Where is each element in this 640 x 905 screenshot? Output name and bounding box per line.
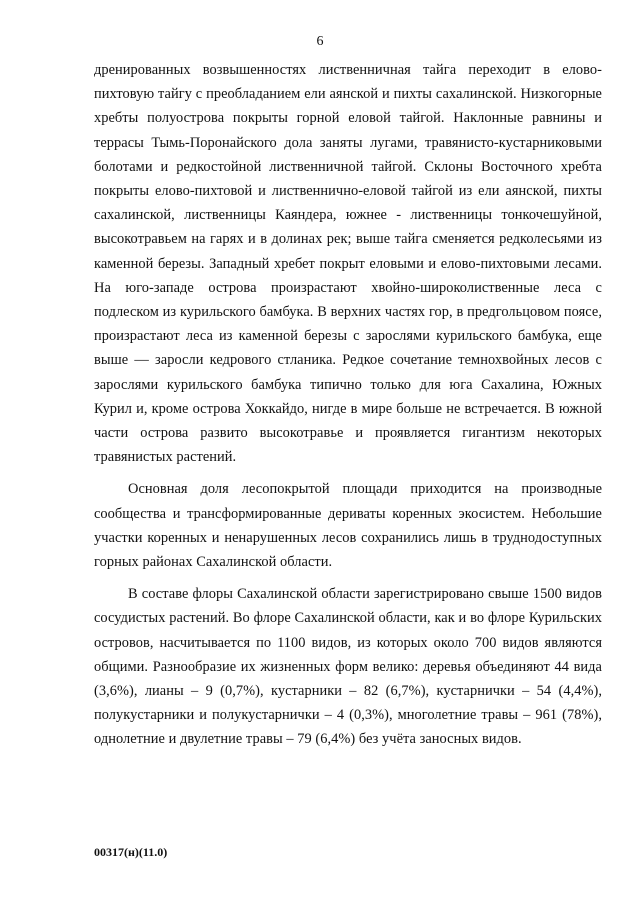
page-number: 6 [316,34,324,49]
paragraph-forest-area: Основная доля лесопокрытой площади приходится на производные сообщества и трансформированные дериваты коренных экосистем. Небольшие участки коренных и ненарушенных лесов сохранились лишь в труднодоступных горных районах Сахалинской области. [94,481,602,571]
paragraph-forest-description: дренированных возвышенностях лиственничная тайга переходит в елово-пихтовую тайгу с преобладанием ели аянской и пихты сахалинской. Низкогорные хребты полуострова покрыты горной еловой тайгой. Наклонные равнины и террасы Тымь-Поронайского дола заняты лугами, травянисто-кустарниковыми болотами и редкостойной лиственничной тайгой. Склоны Восточного хребта покрыты елово-пихтовой и лиственнично-еловой тайгой из ели аянской, пихты сахалинской, лиственницы Каяндера, южнее - лиственницы тонкочешуйной, высокотравьем на гарях и в долинах рек; выше тайга сменяется редколесьями из каменной березы. Западный хребет покрыт еловыми и елово-пихтовыми лесами. На юго-западе острова произрастают хвойно-широколиственные леса с подлеском из курильского бамбука. В верхних частях гор, в предгольцовом поясе, произрастают леса из каменной березы с зарослями курильского бамбука, еще выше — заросли кедрового стланика. Редкое сочетание темнохвойных лесов с зарослями курильского бамбука типично только для юга Сахалина, Южных Курил и, кроме острова Хоккайдо, нигде в мире больше не встречается. В южной части острова развито высокотравье и проявляется гигантизм некоторых травянистых растений. [94,62,602,466]
document-code: 00317(н)(11.0) [94,845,168,859]
body-text [94,58,602,752]
paragraph-flora-composition: В составе флоры Сахалинской области зарегистрировано свыше 1500 видов сосудистых растений. Во флоре Сахалинской области, как и во флоре Курильских островов, насчитывается по 1100 видов, из которых около 700 видов являются общими. Разнообразие их жизненных форм велико: деревья объединяют 44 вида (3,6%), лианы – 9 (0,7%), кустарники – 82 (6,7%), кустарнички – 54 (4,4%), полукустарники и полукустарнички – 4 (0,3%), многолетние травы – 961 (78%), однолетние и двулетние травы – 79 (6,4%) без учёта заносных видов. [94,586,602,748]
